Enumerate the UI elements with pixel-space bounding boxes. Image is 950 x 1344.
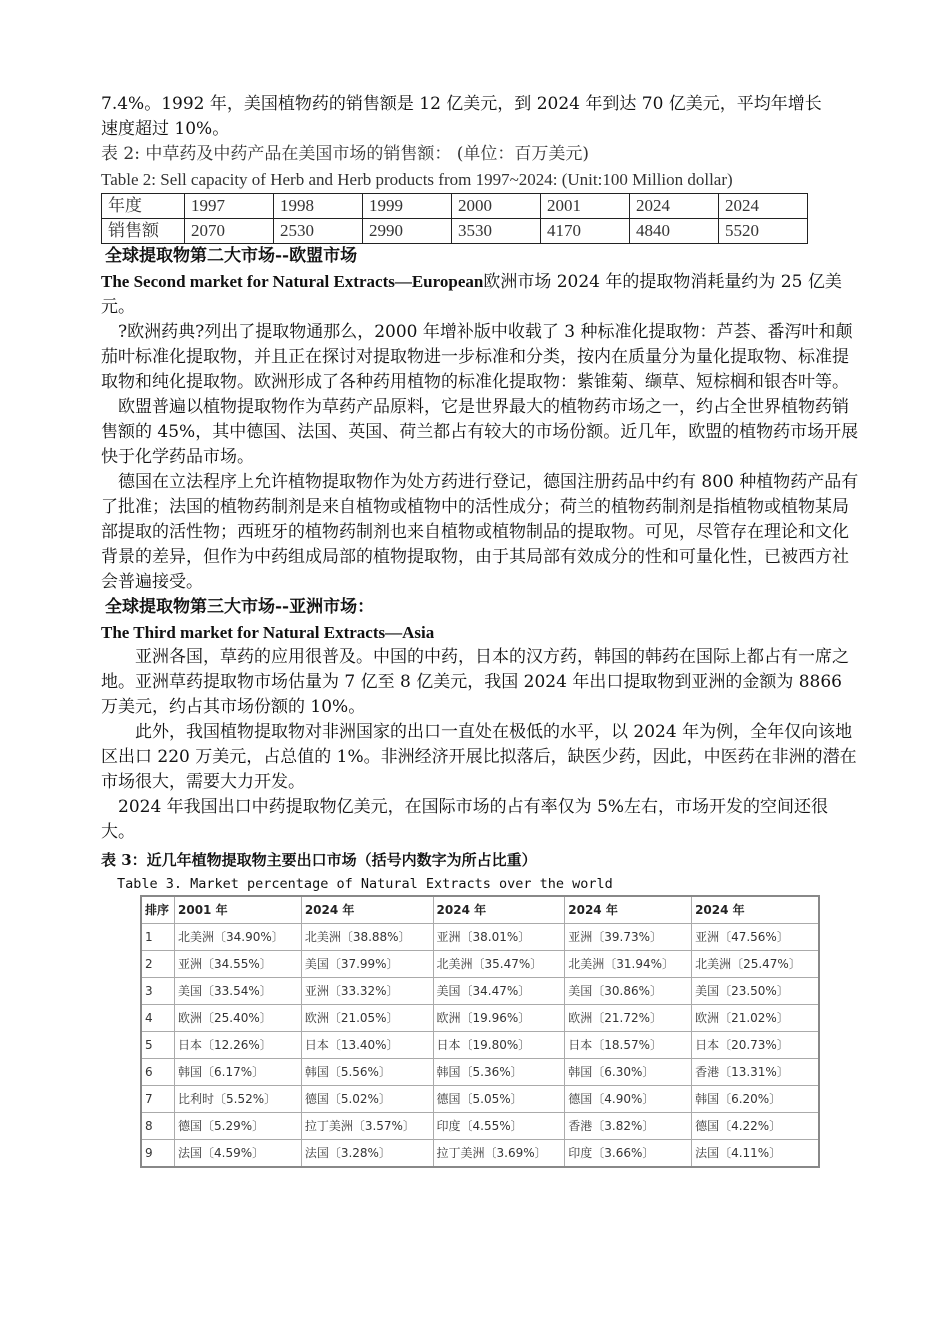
export-market-table-body [141, 896, 819, 1167]
table-row [141, 1059, 819, 1086]
year-header: 2024 年 [565, 896, 692, 924]
year-row [102, 194, 808, 219]
export-market-table [140, 895, 820, 1168]
rank-cell: 5 [141, 1032, 175, 1059]
year-cell: 1997 [185, 194, 274, 219]
rank-header: 排序 [141, 896, 175, 924]
table-row [141, 1113, 819, 1140]
rank-cell: 4 [141, 1005, 175, 1032]
table-header-row [141, 896, 819, 924]
market-cell: 比利时〔5.52%〕 [175, 1086, 302, 1113]
market-cell: 韩国〔6.20%〕 [692, 1086, 819, 1113]
rank-cell: 3 [141, 978, 175, 1005]
intro-paragraph-line1: 7.4%。1992 年，美国植物药的销售额是 12 亿美元，到 2024 年到达 70 亿美元，平均年增长 [101, 94, 822, 114]
table-row [141, 1032, 819, 1059]
section2-paragraph-3: 德国在立法程序上允许植物提取物作为处方药进行登记，德国注册药品中约有 800 种植物药产品有了批准；法国的植物药制剂是来自植物或植物中的活性成分；荷兰的植物药制剂是指植物或植物某局部提取的活性物；西班牙的植物药制剂也来自植物或植物制品的提取物。可见，尽管存在理论和文化背景的差异，但作为中药组成局部的植物提取物，由于其局部有效成分的性和可量化性，已被西方社会普遍接受。 [101, 472, 859, 592]
market-cell: 德国〔4.22%〕 [692, 1113, 819, 1140]
document-page [101, 92, 861, 1168]
year-cell: 1999 [363, 194, 452, 219]
section2-heading-en-line [101, 269, 861, 320]
section3-paragraph-3: 2024 年我国出口中药提取物亿美元，在国际市场的占有率仅为 5%左右，市场开发的空间还很大。 [101, 797, 829, 842]
year-cell: 2001 [541, 194, 630, 219]
market-cell: 韩国〔5.36%〕 [433, 1059, 565, 1086]
market-cell: 美国〔37.99%〕 [301, 951, 433, 978]
year-header: 2024 年 [301, 896, 433, 924]
intro-paragraph-line2: 速度超过 10%。 [101, 119, 230, 139]
table3-caption-en: Table 3. Market percentage of Natural Extracts over the world [117, 876, 613, 892]
market-cell: 美国〔30.86%〕 [565, 978, 692, 1005]
year-cell: 2000 [452, 194, 541, 219]
market-cell: 印度〔4.55%〕 [433, 1113, 565, 1140]
market-cell: 欧洲〔21.05%〕 [301, 1005, 433, 1032]
market-cell: 欧洲〔25.40%〕 [175, 1005, 302, 1032]
market-cell: 北美洲〔31.94%〕 [565, 951, 692, 978]
section3-paragraph-1: 亚洲各国，草药的应用很普及。中国的中药，日本的汉方药，韩国的韩药在国际上都占有一席之地。亚洲草药提取物市场估量为 7 亿至 8 亿美元，我国 2024 年出口提取物到亚洲的金额为 8866 万美元，约占其市场份额的 10%。 [101, 647, 849, 717]
market-cell: 日本〔12.26%〕 [175, 1032, 302, 1059]
table-row [141, 1140, 819, 1168]
section2-heading-cn: 全球提取物第二大市场--欧盟市场 [105, 246, 358, 266]
table-row [141, 951, 819, 978]
us-sales-table [101, 193, 808, 244]
market-cell: 欧洲〔21.72%〕 [565, 1005, 692, 1032]
market-cell: 德国〔5.05%〕 [433, 1086, 565, 1113]
section2-paragraph-1: ?欧洲药典?列出了提取物通那么，2000 年增补版中收载了 3 种标准化提取物：芦荟、番泻叶和颠茄叶标准化提取物，并且正在探讨对提取物进一步标准和分类，按内在质量分为量化提取物、标准提取物和纯化提取物。欧洲形成了各种药用植物的标准化提取物：紫锥菊、缬草、短棕榈和银杏叶等。 [101, 322, 853, 392]
year-cell: 2024 [630, 194, 719, 219]
year-row-label: 年度 [102, 194, 185, 219]
table-row [141, 978, 819, 1005]
market-cell: 日本〔19.80%〕 [433, 1032, 565, 1059]
year-header: 2024 年 [433, 896, 565, 924]
market-cell: 美国〔33.54%〕 [175, 978, 302, 1005]
market-cell: 法国〔4.59%〕 [175, 1140, 302, 1168]
sales-cell: 2530 [274, 219, 363, 244]
table2-caption-en: Table 2: Sell capacity of Herb and Herb products from 1997~2024: (Unit:100 Million dollar) [101, 170, 733, 189]
rank-cell: 2 [141, 951, 175, 978]
sales-cell: 2070 [185, 219, 274, 244]
market-cell: 日本〔20.73%〕 [692, 1032, 819, 1059]
market-cell: 亚洲〔38.01%〕 [433, 924, 565, 951]
sales-row-label: 销售额 [102, 219, 185, 244]
market-cell: 欧洲〔19.96%〕 [433, 1005, 565, 1032]
market-cell: 北美洲〔34.90%〕 [175, 924, 302, 951]
market-cell: 亚洲〔34.55%〕 [175, 951, 302, 978]
section3-heading-en: The Third market for Natural Extracts—Asia [101, 623, 435, 642]
sales-cell: 3530 [452, 219, 541, 244]
market-cell: 亚洲〔47.56%〕 [692, 924, 819, 951]
market-cell: 日本〔18.57%〕 [565, 1032, 692, 1059]
section3-paragraph-2: 此外，我国植物提取物对非洲国家的出口一直处在极低的水平，以 2024 年为例，全年仅向该地区出口 220 万美元，占总值的 1%。非洲经济开展比拟落后，缺医少药，因此，中医药在非洲的潜在市场很大，需要大力开发。 [101, 722, 857, 792]
market-cell: 香港〔13.31%〕 [692, 1059, 819, 1086]
section2-heading-tail: 欧洲市场 2024 年的提取物消耗量约为 25 亿美元。 [101, 272, 842, 317]
year-cell: 2024 [719, 194, 808, 219]
table-row [141, 1005, 819, 1032]
market-cell: 美国〔34.47%〕 [433, 978, 565, 1005]
market-cell: 德国〔5.29%〕 [175, 1113, 302, 1140]
rank-cell: 6 [141, 1059, 175, 1086]
rank-cell: 7 [141, 1086, 175, 1113]
market-cell: 法国〔4.11%〕 [692, 1140, 819, 1168]
table2-caption-cn: 表 2: 中草药及中药产品在美国市场的销售额： (单位：百万美元) [101, 144, 590, 164]
market-cell: 德国〔5.02%〕 [301, 1086, 433, 1113]
year-header: 2024 年 [692, 896, 819, 924]
market-cell: 亚洲〔33.32%〕 [301, 978, 433, 1005]
section2-heading-en: The Second market for Natural Extracts—European [101, 272, 484, 291]
rank-cell: 8 [141, 1113, 175, 1140]
market-cell: 法国〔3.28%〕 [301, 1140, 433, 1168]
rank-cell: 9 [141, 1140, 175, 1168]
section3-heading-cn: 全球提取物第三大市场--亚洲市场： [105, 597, 375, 617]
table-row [141, 1086, 819, 1113]
market-cell: 印度〔3.66%〕 [565, 1140, 692, 1168]
table3-caption-cn: 表 3：近几年植物提取物主要出口市场（括号内数字为所占比重） [101, 851, 537, 869]
market-cell: 欧洲〔21.02%〕 [692, 1005, 819, 1032]
sales-cell: 4840 [630, 219, 719, 244]
market-cell: 韩国〔6.17%〕 [175, 1059, 302, 1086]
market-cell: 韩国〔6.30%〕 [565, 1059, 692, 1086]
rank-cell: 1 [141, 924, 175, 951]
market-cell: 美国〔23.50%〕 [692, 978, 819, 1005]
year-header: 2001 年 [175, 896, 302, 924]
sales-cell: 4170 [541, 219, 630, 244]
market-cell: 北美洲〔35.47%〕 [433, 951, 565, 978]
market-cell: 日本〔13.40%〕 [301, 1032, 433, 1059]
market-cell: 德国〔4.90%〕 [565, 1086, 692, 1113]
sales-cell: 5520 [719, 219, 808, 244]
table-row [141, 924, 819, 951]
market-cell: 北美洲〔25.47%〕 [692, 951, 819, 978]
market-cell: 韩国〔5.56%〕 [301, 1059, 433, 1086]
market-cell: 香港〔3.82%〕 [565, 1113, 692, 1140]
year-cell: 1998 [274, 194, 363, 219]
sales-cell: 2990 [363, 219, 452, 244]
market-cell: 亚洲〔39.73%〕 [565, 924, 692, 951]
market-cell: 拉丁美洲〔3.57%〕 [301, 1113, 433, 1140]
market-cell: 北美洲〔38.88%〕 [301, 924, 433, 951]
section2-paragraph-2: 欧盟普遍以植物提取物作为草药产品原料，它是世界最大的植物药市场之一，约占全世界植物药销售额的 45%，其中德国、法国、英国、荷兰都占有较大的市场份额。近几年，欧盟的植物药市场开展快于化学药品市场。 [101, 397, 859, 467]
sales-row [102, 219, 808, 244]
market-cell: 拉丁美洲〔3.69%〕 [433, 1140, 565, 1168]
